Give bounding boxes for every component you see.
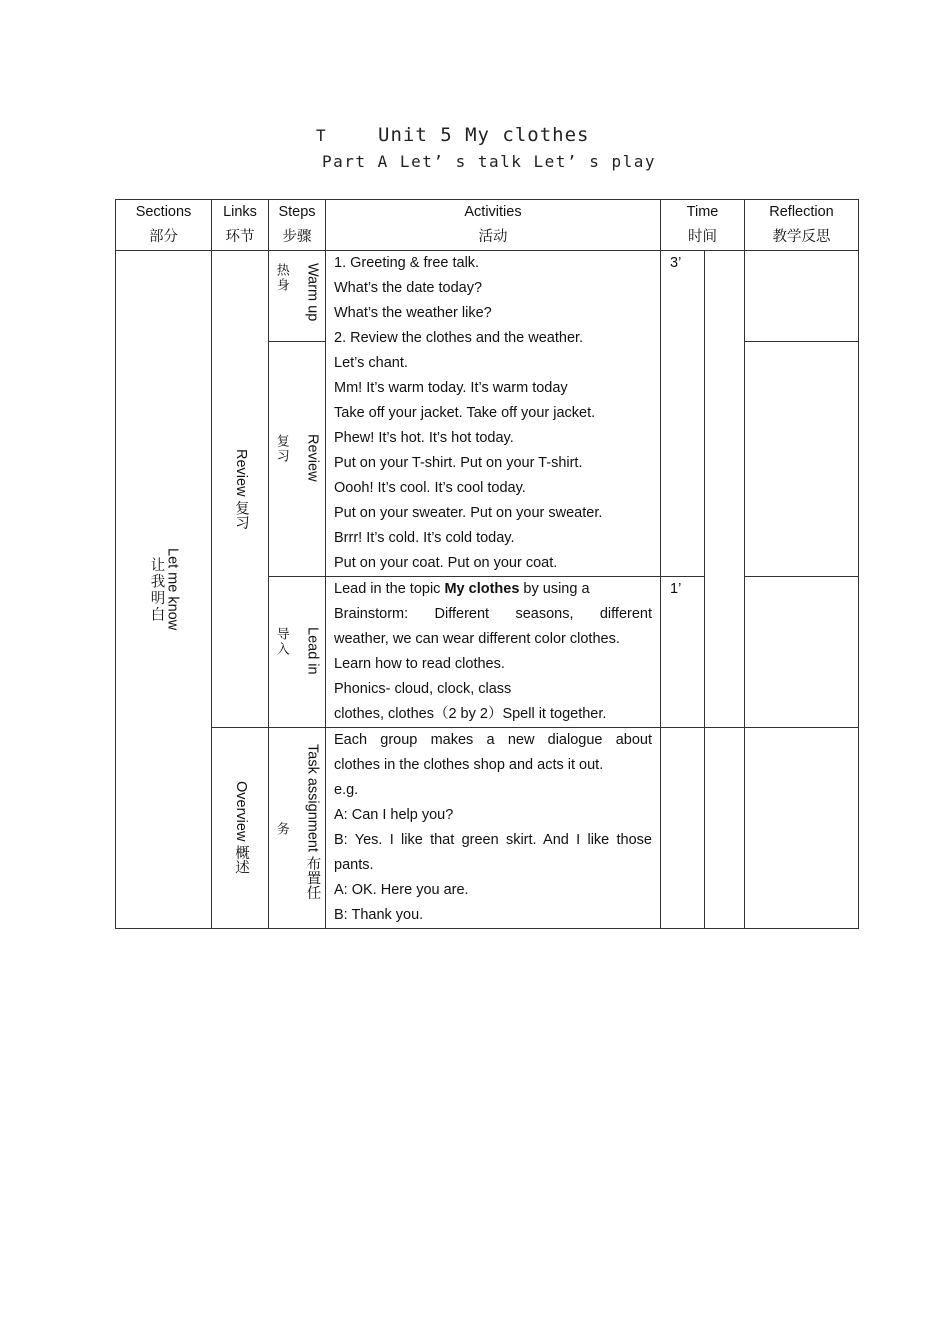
activity-line: 2. Review the clothes and the weather. [334,330,584,346]
header-steps: Steps 步骤 [269,200,326,251]
activities-block-3 [326,728,661,929]
header-activities: Activities 活动 [326,200,661,251]
step-task-cn: 务 [274,822,290,837]
time-warm-up: 3’ [661,251,705,577]
reflection-warm-up [745,251,859,342]
activity-line: Put on your sweater. Put on your sweater. [334,505,603,521]
lesson-subtitle: Part A Let’ s talk Let’ s play [322,152,656,171]
activity-line: clothes in the clothes shop and acts it out. [334,757,604,773]
step-lead-in-cn: 导入 [274,627,290,657]
activity-line: pants. [334,857,374,873]
activity-line: Oooh! It’s cool. It’s cool today. [334,480,526,496]
title-prefix: T [316,126,327,145]
activity-line: Take off your jacket. Take off your jacket. [334,405,596,421]
step-warm-up-en: Warm up [304,263,321,322]
time-task [661,728,705,929]
unit-title: Unit 5 My clothes [378,124,590,146]
header-reflection: Reflection 教学反思 [745,200,859,251]
step-task-en: Task assignment 布置任 [304,744,321,900]
title-line-1 [316,124,589,146]
link-overview-cell [212,728,269,929]
activity-line: What’s the date today? [334,280,483,296]
activity-line: weather, we can wear different color clothes. [334,631,620,647]
activity-line: B: Thank you. [334,907,424,923]
section-name-cn: 让我明白 [148,556,165,623]
activity-line: Each group makes a new dialogue about [334,732,652,748]
activity-line: Let’s chant. [334,355,408,371]
time-blank-task [705,728,745,929]
activity-line: Lead in the topic My clothes by using a [334,581,590,597]
activity-line: clothes, clothes（2 by 2）Spell it together. [334,706,607,722]
link-overview-label: Overview 概述 [232,781,249,875]
activities-block-2 [326,577,661,728]
activity-line: Learn how to read clothes. [334,656,505,672]
lesson-plan-table [115,199,859,929]
activity-line: Phew! It’s hot. It’s hot today. [334,430,514,446]
activity-line: Brrr! It’s cold. It’s cold today. [334,530,515,546]
header-sections: Sections 部分 [116,200,212,251]
activity-line: Put on your T-shirt. Put on your T-shirt. [334,455,583,471]
header-time: Time 时间 [661,200,745,251]
time-lead-in: 1’ [661,577,705,728]
section-cell [116,251,212,929]
step-lead-in-cell [269,577,326,728]
topic-bold: My clothes [444,581,520,597]
row-warm-up [116,251,859,342]
activity-line: A: Can I help you? [334,807,454,823]
section-name-en: Let me know [164,548,181,631]
time-blank-column [705,251,745,728]
activity-line: Mm! It’s warm today. It’s warm today [334,380,568,396]
activity-line: Put on your coat. Put on your coat. [334,555,558,571]
row-task-assignment [116,728,859,929]
activity-line: B: Yes. I like that green skirt. And I like those [334,832,652,848]
header-row [116,200,859,251]
activities-block-1 [326,251,661,577]
step-review-cell [269,342,326,577]
header-links: Links 环节 [212,200,269,251]
link-review-label: Review 复习 [232,448,249,530]
activity-line: Phonics- cloud, clock, class [334,681,512,697]
step-task-cell [269,728,326,929]
activity-line: A: OK. Here you are. [334,882,469,898]
activity-line: 1. Greeting & free talk. [334,255,480,271]
reflection-review [745,342,859,577]
activity-line: What’s the weather like? [334,305,492,321]
reflection-task [745,728,859,929]
step-review-cn: 复习 [274,434,290,465]
activity-line: Brainstorm: Different seasons, different [334,606,652,622]
link-review-cell [212,251,269,728]
step-lead-in-en: Lead in [304,627,321,675]
step-review-en: Review [304,434,321,482]
activity-line: e.g. [334,782,359,798]
step-warm-up-cn: 热身 [274,263,290,293]
reflection-lead-in [745,577,859,728]
step-warm-up-cell [269,251,326,342]
